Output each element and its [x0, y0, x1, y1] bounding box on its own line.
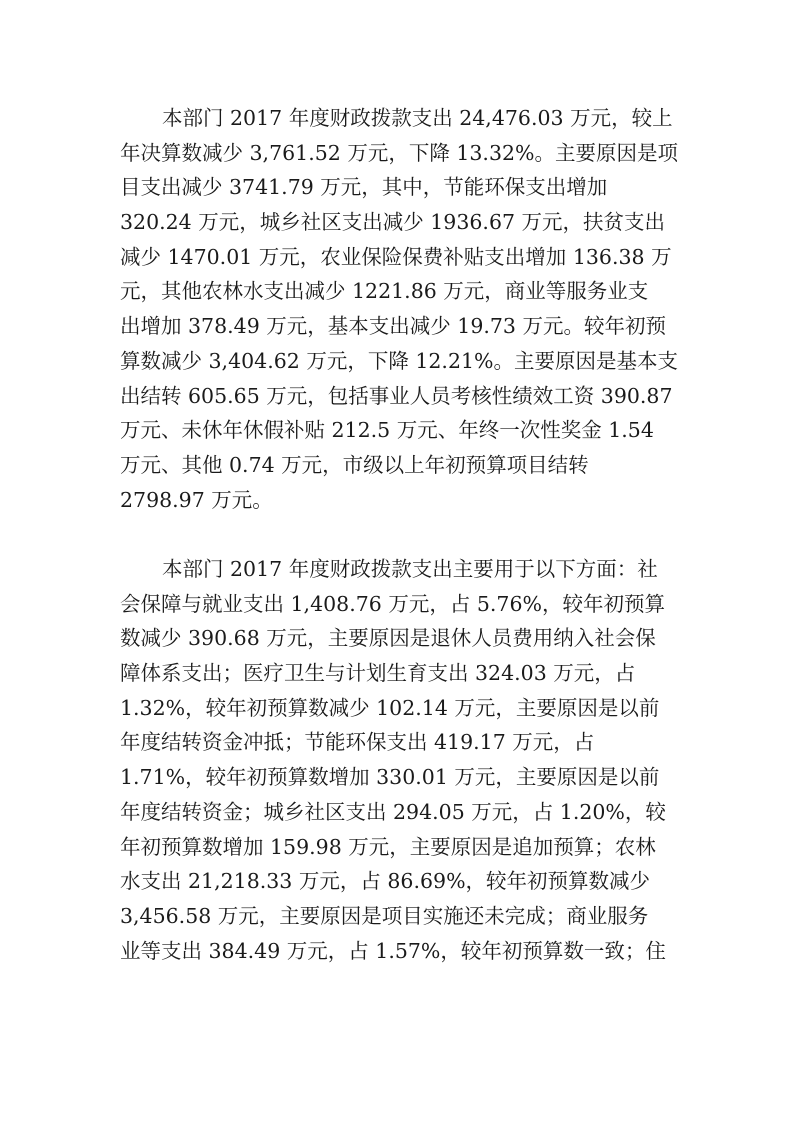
paragraph-line: 出结转 605.65 万元，包括事业人员考核性绩效工资 390.87	[120, 383, 673, 408]
paragraph-line: 会保障与就业支出 1,408.76 万元，占 5.76%，较年初预算	[120, 591, 665, 616]
paragraph-line: 本部门 2017 年度财政拨款支出 24,476.03 万元，较上	[162, 106, 673, 130]
paragraph-line: 万元、未休年休假补贴 212.5 万元、年终一次性奖金 1.54	[120, 418, 654, 443]
paragraph-line: 年度结转资金冲抵；节能环保支出 419.17 万元，占	[120, 730, 595, 755]
paragraph-line: 本部门 2017 年度财政拨款支出主要用于以下方面：社	[162, 557, 658, 581]
paragraph-line: 万元、其他 0.74 万元，市级以上年初预算项目结转	[120, 452, 589, 477]
paragraph-line: 年决算数减少 3,761.52 万元，下降 13.32%。主要原因是项	[120, 140, 679, 165]
paragraph-line: 目支出减少 3741.79 万元，其中，节能环保支出增加	[120, 175, 608, 200]
paragraph-line: 出增加 378.49 万元，基本支出减少 19.73 万元。较年初预	[120, 314, 666, 339]
paragraph-line: 1.32%，较年初预算数减少 102.14 万元，主要原因是以前	[120, 695, 660, 720]
paragraph-line: 减少 1470.01 万元，农业保险保费补贴支出增加 136.38 万	[120, 244, 672, 269]
paragraph-line: 1.71%，较年初预算数增加 330.01 万元，主要原因是以前	[120, 765, 660, 790]
paragraph-line: 水支出 21,218.33 万元，占 86.69%，较年初预算数减少	[120, 869, 651, 894]
paragraph-line: 算数减少 3,404.62 万元，下降 12.21%。主要原因是基本支	[120, 348, 679, 373]
paragraph-line: 2798.97 万元。	[120, 487, 273, 512]
paragraph-line: 数减少 390.68 万元，主要原因是退休人员费用纳入社会保	[120, 626, 656, 651]
paragraph-line: 320.24 万元，城乡社区支出减少 1936.67 万元，扶贫支出	[120, 210, 666, 235]
paragraph-expenditure-breakdown	[120, 552, 680, 968]
paragraph-line: 业等支出 384.49 万元，占 1.57%，较年初预算数一致；住	[120, 938, 666, 963]
paragraph-expenditure-summary	[120, 101, 680, 517]
paragraph-line: 障体系支出；医疗卫生与计划生育支出 324.03 万元，占	[120, 661, 636, 686]
paragraph-line: 年初预算数增加 159.98 万元，主要原因是追加预算；农林	[120, 834, 656, 859]
paragraph-line: 3,456.58 万元，主要原因是项目实施还未完成；商业服务	[120, 903, 649, 928]
paragraph-line: 元，其他农林水支出减少 1221.86 万元，商业等服务业支	[120, 279, 649, 304]
paragraph-line: 年度结转资金；城乡社区支出 294.05 万元，占 1.20%，较	[120, 799, 666, 824]
